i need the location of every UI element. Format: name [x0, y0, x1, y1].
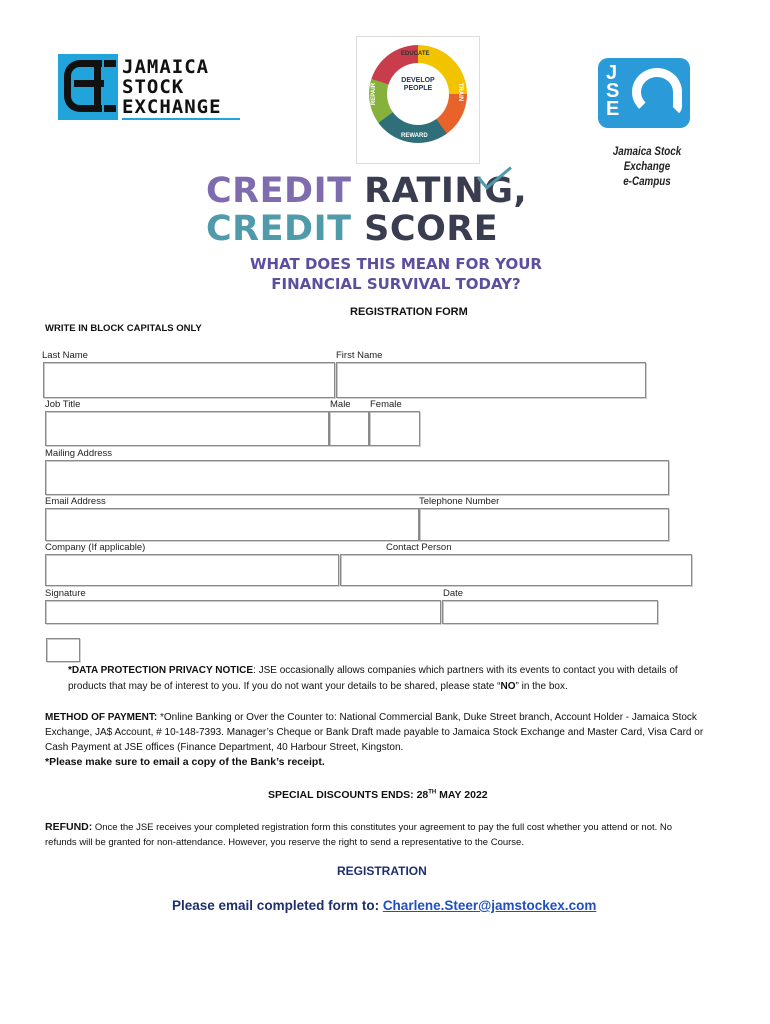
- date-field[interactable]: [442, 600, 658, 624]
- male-checkbox[interactable]: [329, 411, 369, 446]
- signature-label: Signature: [45, 588, 86, 599]
- company-field[interactable]: [45, 554, 339, 586]
- contact-person-label: Contact Person: [386, 542, 452, 553]
- male-label: Male: [330, 399, 351, 410]
- special-discount: SPECIAL DISCOUNTS ENDS: 28TH MAY 2022: [268, 789, 488, 801]
- payment-method: METHOD OF PAYMENT: *Online Banking or Over the Counter to: National Commercial Bank, Duke Street branch, Account Holder - Jamaica Stock Exchange, JA$ Account, # 10-148-7393. Manager’s Cheque or Bank Draft made payable to Jamaica Stock Exchange and Master Card, Visa Card or Cash Payment at JSE offices (Finance Department, 40 Harbour Street, Kingston.: [45, 712, 704, 753]
- signature-field[interactable]: [45, 600, 441, 624]
- first-name-label: First Name: [336, 350, 383, 361]
- job-title-label: Job Title: [45, 399, 81, 410]
- email-label: Email Address: [45, 496, 106, 507]
- form-instruction: WRITE IN BLOCK CAPITALS ONLY: [45, 323, 202, 334]
- registration-heading: REGISTRATION: [337, 864, 427, 878]
- jse-ecampus-logo: [588, 56, 706, 188]
- mailing-address-label: Mailing Address: [45, 448, 113, 459]
- refund-policy: REFUND: Once the JSE receives your completed registration form this constitutes your agreement to pay the full cost whether you attend or not. No refunds will be granted for non-attendance. However, you reserve the right to send a representative to the Course.: [45, 821, 673, 848]
- banner-subtitle-1: WHAT DOES THIS MEAN FOR YOUR: [249, 255, 542, 273]
- jse-mark-icon: [58, 54, 118, 120]
- telephone-field[interactable]: [419, 508, 669, 541]
- contact-person-field[interactable]: [340, 554, 692, 586]
- job-title-field[interactable]: [45, 411, 329, 446]
- date-label: Date: [443, 588, 464, 599]
- registration-email-link[interactable]: Charlene.Steer@jamstockex.com: [382, 898, 597, 913]
- ecampus-caption: Jamaica Stock Exchange e-Campus: [612, 144, 682, 188]
- jse-logo-text: JAMAICA STOCK EXCHANGE: [122, 56, 222, 118]
- jse-logo: [58, 54, 240, 122]
- privacy-opt-out-box[interactable]: [46, 638, 80, 662]
- payment-note: *Please make sure to email a copy of the Bank’s receipt.: [45, 756, 325, 768]
- first-name-field[interactable]: [336, 362, 646, 398]
- female-label: Female: [370, 399, 402, 410]
- ring-icon: [369, 45, 467, 143]
- telephone-label: Telephone Number: [419, 496, 500, 507]
- company-label: Company (If applicable): [45, 542, 146, 553]
- event-banner: CREDIT RATING, CREDIT SCORE WHAT DOES THIS MEAN FOR YOUR FINANCIAL SURVIVAL TODAY?: [206, 172, 586, 294]
- female-checkbox[interactable]: [369, 411, 420, 446]
- email-field[interactable]: [45, 508, 419, 541]
- form-title: REGISTRATION FORM: [350, 306, 468, 318]
- ring-center-text: DEVELOP PEOPLE: [401, 77, 435, 92]
- last-name-label: Last Name: [42, 350, 88, 361]
- develop-people-logo: EDUCATE TRAIN REWARD REPAIR DEVELOP PEOPLE: [356, 36, 480, 164]
- last-name-field[interactable]: [43, 362, 335, 398]
- registration-email-line: Please email completed form to: Charlene.Steer@jamstockex.com: [172, 898, 597, 913]
- mailing-address-field[interactable]: [45, 460, 669, 495]
- jse-e-icon: J S E: [598, 58, 690, 128]
- privacy-notice: *DATA PROTECTION PRIVACY NOTICE: JSE occasionally allows companies which partners with its events to contact you with details of products that may be of interest to you. If you do not want your details to be shared, please state “NO” in the box.: [68, 665, 678, 692]
- banner-subtitle-2: FINANCIAL SURVIVAL TODAY?: [271, 275, 521, 293]
